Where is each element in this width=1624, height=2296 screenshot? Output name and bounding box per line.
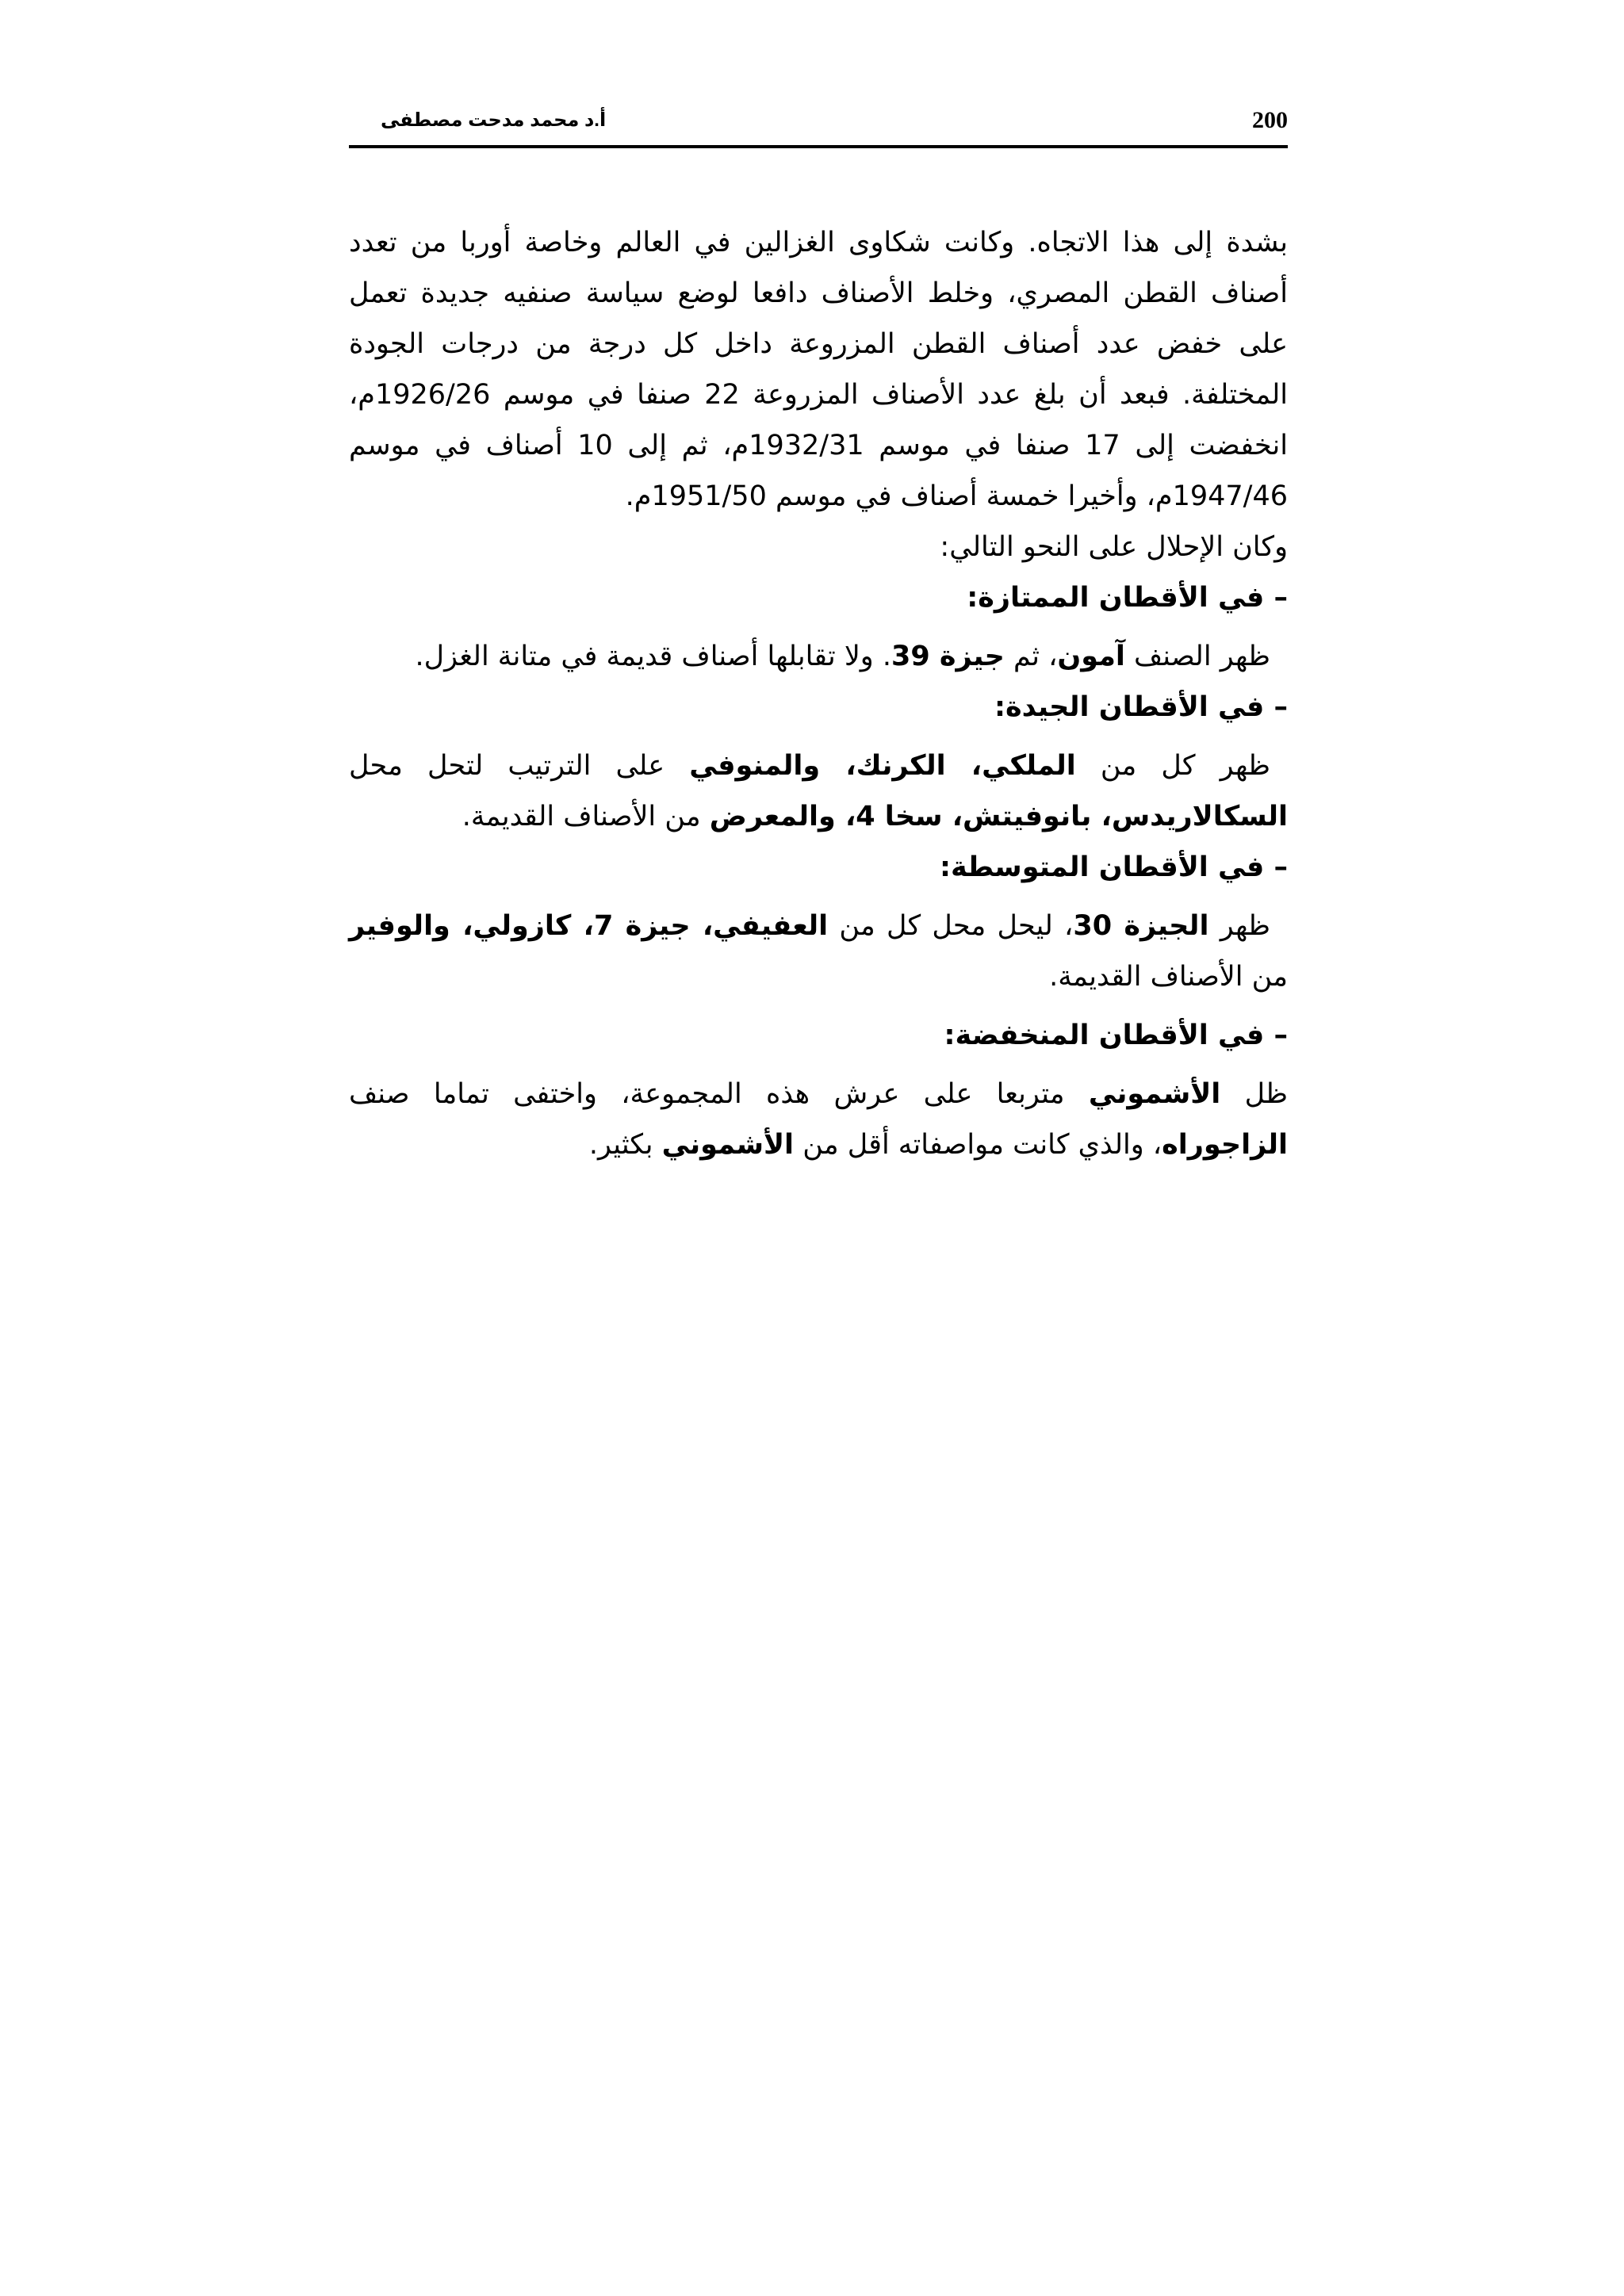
running-head-author: أ.د محمد مدحت مصطفى <box>381 109 607 131</box>
section-paragraph-low: ظل الأشموني متربعا على عرش هذه المجموعة، واختفى تماما صنف الزاجوراه، والذي كانت مواصفاته أقل من الأشموني بكثير. <box>349 1078 1288 1161</box>
variety-name: الجيزة 30 <box>1073 910 1209 942</box>
section-paragraph-good: ظهر كل من الملكي، الكرنك، والمنوفي على الترتيب لتحل محل السكالاريدس، بانوفيتش، سخا 4، والمعرض من الأصناف القديمة. <box>349 750 1288 832</box>
variety-name: العفيفي، جيزة 7، كازولي، والوفير <box>349 910 829 942</box>
page-header <box>349 101 1288 147</box>
intro-paragraph: بشدة إلى هذا الاتجاه. وكانت شكاوى الغزالين في العالم وخاصة أوربا من تعدد أصناف القطن المصري، وخلط الأصناف دافعا لوضع سياسة صنفيه جديدة تعمل على خفض عدد أصناف القطن المزروعة داخل كل درجة من درجات الجودة المختلفة. فبعد أن بلغ عدد الأصناف المزروعة 22 صنفا في موسم 1926/26م، انخفضت إلى 17 صنفا في موسم 1932/31م، ثم إلى 10 أصناف في موسم 1947/46م، وأخيرا خمسة أصناف في موسم 1951/50م. <box>349 227 1288 512</box>
section-heading-medium: – في الأقطان المتوسطة: <box>939 851 1288 883</box>
variety-name: السكالاريدس، بانوفيتش، سخا 4، والمعرض <box>709 801 1288 832</box>
variety-name: آمون <box>1057 641 1125 672</box>
page-number: 200 <box>1252 107 1288 133</box>
section-heading-good: – في الأقطان الجيدة: <box>994 691 1288 723</box>
variety-name: الزاجوراه <box>1162 1129 1288 1161</box>
intro-lead-in: وكان الإحلال على النحو التالي: <box>940 531 1288 563</box>
section-paragraph-extra-long: ظهر الصنف آمون، ثم جيزة 39. ولا تقابلها أصناف قديمة في متانة الغزل. <box>415 641 1270 672</box>
variety-name: جيزة 39 <box>891 641 1005 672</box>
variety-name: الملكي، الكرنك، والمنوفي <box>689 750 1076 782</box>
header-rule <box>349 145 1288 148</box>
variety-name: الأشموني <box>661 1129 795 1161</box>
section-paragraph-medium: ظهر الجيزة 30، ليحل محل كل من العفيفي، جيزة 7، كازولي، والوفير من الأصناف القديمة. <box>349 910 1288 993</box>
section-heading-extra-long: – في الأقطان الممتازة: <box>967 582 1288 614</box>
variety-name: الأشموني <box>1088 1078 1221 1110</box>
section-heading-low: – في الأقطان المنخفضة: <box>944 1020 1288 1051</box>
body-text <box>349 217 1288 1170</box>
